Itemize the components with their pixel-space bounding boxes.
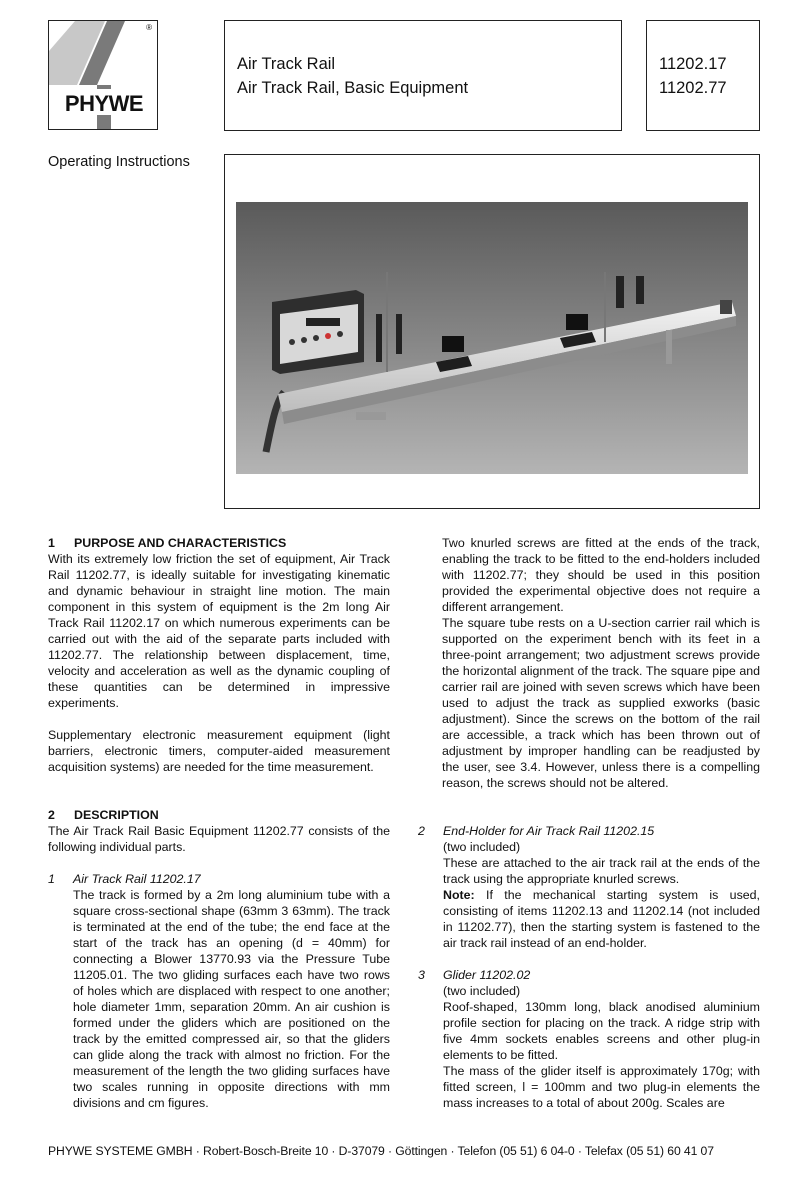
item-2-note (443, 887, 760, 951)
registered-mark: ® (146, 23, 152, 32)
item-3-text-1: Roof-shaped, 130mm long, black anodised aluminium profile section for placing on the track. A ridge strip with five 4mm sockets enables screens and other plug-in elements to be fitted. (443, 1000, 760, 1062)
item-2 (418, 823, 760, 951)
section-2-title: DESCRIPTION (74, 808, 159, 822)
section-1-title: PURPOSE AND CHARACTERISTICS (74, 536, 287, 550)
item-3-quantity: (two included) (443, 984, 521, 998)
item-1-text: The track is formed by a 2m long aluminium tube with a square cross-sectional shape (63mm 3 63mm). The track is terminated at the end of the tube; the end face at the start of the track has an opening (d = 40mm) for connecting a Blower 13770.93 via the Pressure Tube 11205.01. The two gliding surfaces each have two rows of holes which are displaced with respect to one another; hole diameter 1mm, separation 20mm. An air cushion is formed under the gliders which are positioned on the track by the emitted compressed air, so that the gliders can glide along the track with almost no friction. For the measurement of the length the two gliding surfaces have two scales running in opposite directions with mm divisions and cm figures. (73, 888, 390, 1110)
phywe-logo (48, 20, 158, 130)
item-2-number: 2 (418, 824, 425, 838)
note-text: If the mechanical starting system is used, consisting of items 11202.13 and 11202.14 (not included in 11202.77), then the starting system is fastened to the air track rail instead of an end-holder. (443, 888, 760, 950)
left-text-column (48, 535, 390, 1111)
item-2-title: End-Holder for Air Track Rail 11202.15 (443, 824, 655, 838)
item-1 (48, 871, 390, 1111)
item-1-title: Air Track Rail 11202.17 (73, 872, 201, 886)
logo-text: PHYWE (64, 91, 144, 116)
item-3-title: Glider 11202.02 (443, 968, 531, 982)
article-number-1: 11202.17 (659, 55, 727, 73)
section-1-number: 1 (48, 536, 55, 550)
right-text-column (418, 535, 760, 1111)
note-label: Note: (443, 888, 475, 902)
item-3 (418, 967, 760, 1111)
article-number-box (646, 20, 760, 131)
air-track-illustration (236, 202, 748, 474)
title-line-1: Air Track Rail (237, 55, 336, 73)
knurled-screws-paragraph: Two knurled screws are fitted at the ends of the track, enabling the track to be fitted to the end-holders included with 11202.77; they should be used in this position provided the experimental objective does not require a different arrangement. (442, 536, 760, 614)
square-tube-paragraph: The square tube rests on a U-section carrier rail which is supported on the experiment bench with its feet in a three-point arrangement; two adjustment screws provide the horizontal alignment of the track. The square pipe and carrier rail are joined with seven screws which have been used to adjust the track as supplied exworks (basic adjustment). Since the screws on the bottom of the rail are accessible, a track which has been thrown out of adjustment by improper handling can be readjusted by the user, see 3.4. However, unless there is a compelling reason, the screws should not be altered. (442, 616, 760, 790)
operating-instructions-label: Operating Instructions (48, 154, 190, 170)
item-1-number: 1 (48, 872, 55, 886)
section-2-intro: The Air Track Rail Basic Equipment 11202.77 consists of the following individual parts. (48, 824, 390, 854)
section-2-heading (48, 807, 390, 823)
item-2-text: These are attached to the air track rail at the ends of the track using the appropriate knurled screws. (443, 856, 760, 886)
section-2-number: 2 (48, 808, 55, 822)
section-1-paragraph-1: With its extremely low friction the set of equipment, Air Track Rail 11202.77, is ideally suitable for investigating kinematic and dynamic behaviour in straight line motion. The main component in this system of equipment is the 2m long Air Track Rail 11202.17 on which numerous experiments can be carried out with the aid of the separate parts included with 11202.77. The relationship between displacement, time, velocity and acceleration as well as the dynamic coupling of these quantities can be determined in impressive experiments. (48, 552, 390, 710)
equipment-photo (236, 202, 748, 474)
section-1-paragraph-2: Supplementary electronic measurement equipment (light barriers, electronic timers, computer-aided measurement acquisition systems) are needed for the time measurement. (48, 728, 390, 774)
item-2-quantity: (two included) (443, 840, 521, 854)
footer-address: PHYWE SYSTEME GMBH · Robert-Bosch-Breite 10 · D-37079 · Göttingen · Telefon (05 51) 6 04-0 · Telefax (05 51) 60 41 07 (48, 1144, 714, 1158)
section-1-heading (48, 535, 390, 551)
title-line-2: Air Track Rail, Basic Equipment (237, 79, 469, 97)
article-number-2: 11202.77 (659, 79, 727, 97)
item-3-number: 3 (418, 968, 425, 982)
title-box (224, 20, 622, 131)
item-3-text-2: The mass of the glider itself is approximately 170g; with fitted screen, l = 100mm and two plug-in elements the mass increases to a total of about 200g. Scales are (443, 1064, 760, 1110)
